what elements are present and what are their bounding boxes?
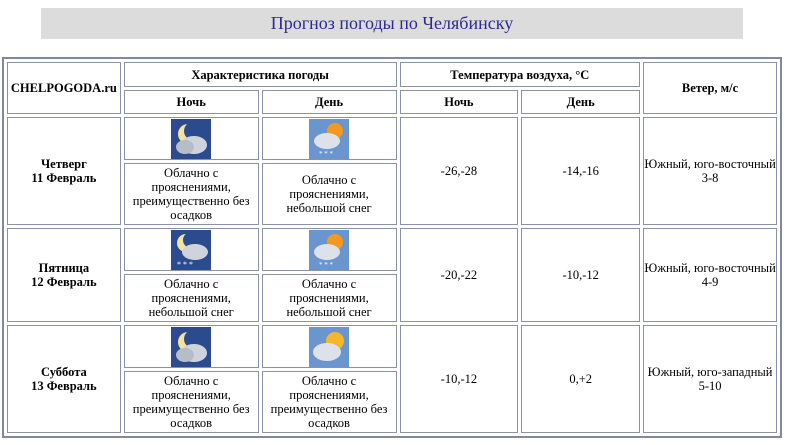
- weekday: Суббота: [40, 365, 87, 379]
- temp-night: -10,-12: [400, 325, 519, 433]
- wind: Южный, юго-восточный 3-8: [643, 117, 777, 225]
- day-description: Облачно с прояснениями, небольшой снег: [262, 274, 397, 322]
- wind-header: Ветер, м/с: [643, 62, 777, 114]
- night-description: Облачно с прояснениями, преимущественно без осадков: [124, 163, 259, 225]
- page-title-bar: [41, 8, 743, 39]
- temp-day: -10,-12: [521, 228, 640, 322]
- moon-cloud-snow-icon: [171, 230, 211, 270]
- night-icon-cell: [124, 325, 259, 368]
- temp-night: -26,-28: [400, 117, 519, 225]
- page-title: Прогноз погоды по Челябинску: [270, 13, 514, 33]
- weekday: Четверг: [40, 157, 87, 171]
- temp-night: -20,-22: [400, 228, 519, 322]
- day-icon-cell: [262, 325, 397, 368]
- weather-char-header: Характеристика погоды: [124, 62, 397, 87]
- day-label: [7, 228, 121, 322]
- site-name: CHELPOGODA.ru: [7, 62, 121, 114]
- day-description: Облачно с прояснениями, небольшой снег: [262, 163, 397, 225]
- night-icon-cell: [124, 228, 259, 271]
- moon-cloud-icon: [171, 119, 211, 159]
- day-description: Облачно с прояснениями, преимущественно без осадков: [262, 371, 397, 433]
- weekday: Пятница: [38, 261, 90, 275]
- svg-text:* * *: * * *: [319, 260, 334, 269]
- night-header: Ночь: [124, 90, 259, 114]
- day-icon-cell: [262, 117, 397, 160]
- temp-day: -14,-16: [521, 117, 640, 225]
- day-icon-cell: [262, 228, 397, 271]
- sun-cloud-snow-icon: [309, 230, 349, 270]
- date: 11 Февраль: [31, 171, 97, 185]
- day-label: [7, 117, 121, 225]
- temp-day: 0,+2: [521, 325, 640, 433]
- day-label: [7, 325, 121, 433]
- night-icon-cell: [124, 117, 259, 160]
- forecast-table: [2, 57, 782, 438]
- temp-day-header: День: [521, 90, 640, 114]
- wind: Южный, юго-западный 5-10: [643, 325, 777, 433]
- date: 12 Февраль: [31, 275, 97, 289]
- day-header: День: [262, 90, 397, 114]
- svg-text:* * *: * * *: [319, 149, 334, 158]
- svg-text:* * *: * * *: [177, 259, 194, 269]
- temp-night-header: Ночь: [400, 90, 519, 114]
- temperature-header: Температура воздуха, °С: [400, 62, 641, 87]
- moon-cloud-icon: [171, 327, 211, 367]
- sun-cloud-snow-icon: [309, 119, 349, 159]
- night-description: Облачно с прояснениями, небольшой снег: [124, 274, 259, 322]
- wind: Южный, юго-восточный 4-9: [643, 228, 777, 322]
- date: 13 Февраль: [31, 379, 97, 393]
- sun-cloud-icon: [309, 327, 349, 367]
- night-description: Облачно с прояснениями, преимущественно без осадков: [124, 371, 259, 433]
